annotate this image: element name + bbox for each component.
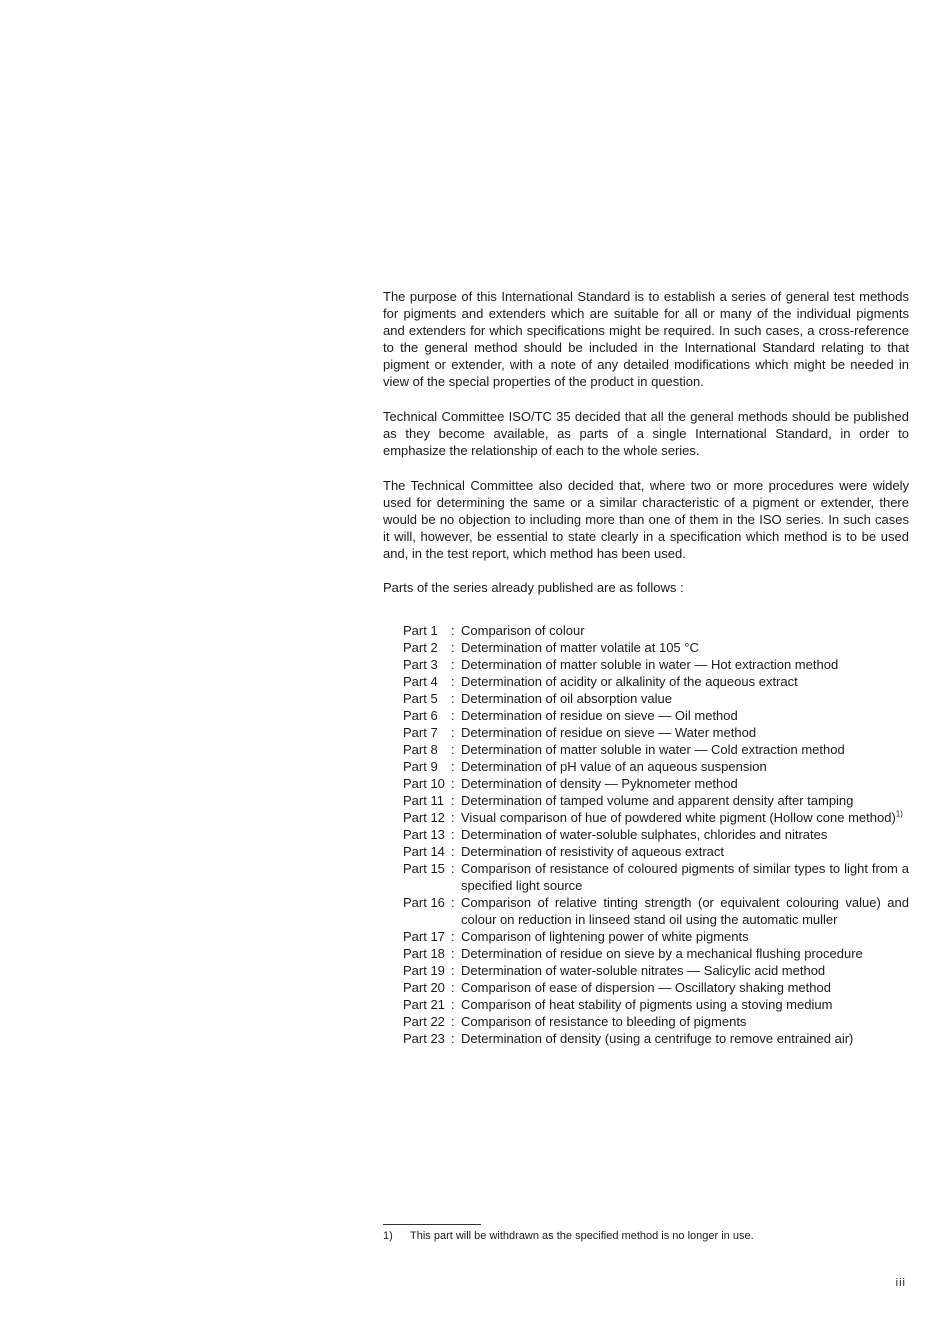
part-title: Determination of resistivity of aqueous extract [461, 844, 725, 859]
part-item [403, 962, 909, 979]
part-title: Comparison of resistance to bleeding of pigments [461, 1014, 747, 1029]
part-number: Part 14 [403, 844, 445, 859]
part-item [403, 1013, 909, 1030]
part-number: Part 23 [403, 1031, 445, 1046]
part-title: Determination of matter soluble in water — Cold extraction method [461, 742, 845, 757]
part-item [403, 690, 909, 707]
part-title: Determination of pH value of an aqueous suspension [461, 759, 767, 774]
part-number: Part 11 [403, 793, 444, 808]
part-title: Determination of density — Pyknometer method [461, 776, 738, 791]
part-separator: : [451, 827, 455, 842]
part-title: Comparison of colour [461, 623, 585, 638]
part-title: Comparison of heat stability of pigments using a stoving medium [461, 997, 833, 1012]
part-separator: : [451, 759, 455, 774]
part-item [403, 741, 909, 758]
part-item [403, 724, 909, 741]
part-title: Comparison of resistance of coloured pigments of similar types to light from a specified light source [461, 861, 909, 893]
footnote-divider [383, 1224, 481, 1225]
foreword-body [383, 288, 909, 1047]
part-item [403, 843, 909, 860]
part-number: Part 6 [403, 708, 438, 723]
part-number: Part 17 [403, 929, 445, 944]
part-item [403, 979, 909, 996]
footnote-text: This part will be withdrawn as the specified method is no longer in use. [410, 1230, 754, 1242]
part-number: Part 13 [403, 827, 445, 842]
part-separator: : [451, 691, 455, 706]
part-title: Determination of water-soluble nitrates — Salicylic acid method [461, 963, 826, 978]
part-title: Determination of density (using a centrifuge to remove entrained air) [461, 1031, 854, 1046]
parts-intro: Parts of the series already published are as follows : [383, 580, 684, 595]
part-item [403, 928, 909, 945]
part-number: Part 7 [403, 725, 438, 740]
part-number: Part 19 [403, 963, 445, 978]
part-separator: : [451, 810, 455, 825]
part-title: Comparison of lightening power of white pigments [461, 929, 749, 944]
part-number: Part 18 [403, 946, 445, 961]
part-item [403, 775, 909, 792]
part-separator: : [451, 895, 455, 910]
part-number: Part 3 [403, 657, 438, 672]
part-item [403, 639, 909, 656]
part-separator: : [451, 963, 455, 978]
part-item [403, 1030, 909, 1047]
part-item [403, 894, 909, 928]
part-title: Comparison of relative tinting strength (or equivalent colouring value) and colour on reduction in linseed stand oil using the automatic muller [461, 895, 909, 927]
part-number: Part 16 [403, 895, 445, 910]
part-separator: : [451, 861, 455, 876]
part-separator: : [451, 1014, 455, 1029]
part-separator: : [451, 929, 455, 944]
part-separator: : [451, 776, 455, 791]
part-number: Part 2 [403, 640, 438, 655]
part-item [403, 622, 909, 639]
part-title: Determination of water-soluble sulphates, chlorides and nitrates [461, 827, 828, 842]
footnote-mark: 1) [383, 1230, 393, 1242]
part-number: Part 20 [403, 980, 445, 995]
part-separator: : [451, 742, 455, 757]
part-item [403, 656, 909, 673]
part-number: Part 1 [403, 623, 438, 638]
part-title: Determination of residue on sieve — Oil method [461, 708, 738, 723]
part-number: Part 8 [403, 742, 438, 757]
part-title: Visual comparison of hue of powdered white pigment (Hollow cone method) [461, 810, 896, 825]
part-title: Determination of matter volatile at 105 °C [461, 640, 699, 655]
part-number: Part 21 [403, 997, 445, 1012]
paragraph-procedures: The Technical Committee also decided that, where two or more procedures were widely used for determining the same or a similar characteristic of a pigment or extender, there would be no objection to including more than one of them in the ISO series. In such cases it will, however, be essential to state clearly in a specification which method is to be used and, in the test report, which method has been used. [383, 478, 909, 561]
part-item [403, 758, 909, 775]
part-number: Part 10 [403, 776, 445, 791]
page-number: iii [895, 1277, 906, 1289]
part-number: Part 9 [403, 759, 438, 774]
part-item [403, 945, 909, 962]
part-separator: : [451, 725, 455, 740]
part-item [403, 673, 909, 690]
part-item [403, 707, 909, 724]
part-separator: : [451, 708, 455, 723]
part-separator: : [451, 657, 455, 672]
part-title: Comparison of ease of dispersion — Oscillatory shaking method [461, 980, 831, 995]
part-number: Part 22 [403, 1014, 445, 1029]
part-item [403, 792, 909, 809]
part-separator: : [451, 997, 455, 1012]
part-number: Part 15 [403, 861, 445, 876]
part-item [403, 860, 909, 894]
part-number: Part 5 [403, 691, 438, 706]
part-separator: : [451, 640, 455, 655]
footnote-reference: 1) [895, 809, 903, 819]
part-separator: : [451, 793, 455, 808]
footnote [383, 1229, 754, 1243]
part-number: Part 12 [403, 810, 445, 825]
paragraph-committee-decision: Technical Committee ISO/TC 35 decided that all the general methods should be published as they become available, as parts of a single International Standard, in order to emphasize the relationship of each to the whole series. [383, 409, 909, 458]
part-title: Determination of tamped volume and apparent density after tamping [461, 793, 854, 808]
part-separator: : [451, 1031, 455, 1046]
part-title: Determination of acidity or alkalinity of the aqueous extract [461, 674, 798, 689]
part-item [403, 826, 909, 843]
paragraph-purpose: The purpose of this International Standard is to establish a series of general test methods for pigments and extenders which are suitable for all or many of the individual pigments and extenders for which specifications might be required. In such cases, a cross-reference to the general method should be included in the International Standard relating to that pigment or extender, with a note of any detailed modifications which might be needed in view of the special properties of the product in question. [383, 289, 909, 389]
part-title: Determination of oil absorption value [461, 691, 673, 706]
part-separator: : [451, 674, 455, 689]
part-separator: : [451, 980, 455, 995]
part-item [403, 809, 909, 826]
part-title: Determination of residue on sieve by a mechanical flushing procedure [461, 946, 863, 961]
part-item [403, 996, 909, 1013]
part-title: Determination of residue on sieve — Water method [461, 725, 757, 740]
part-separator: : [451, 946, 455, 961]
part-number: Part 4 [403, 674, 438, 689]
part-title: Determination of matter soluble in water — Hot extraction method [461, 657, 839, 672]
parts-list [403, 622, 909, 1047]
part-separator: : [451, 844, 455, 859]
part-separator: : [451, 623, 455, 638]
